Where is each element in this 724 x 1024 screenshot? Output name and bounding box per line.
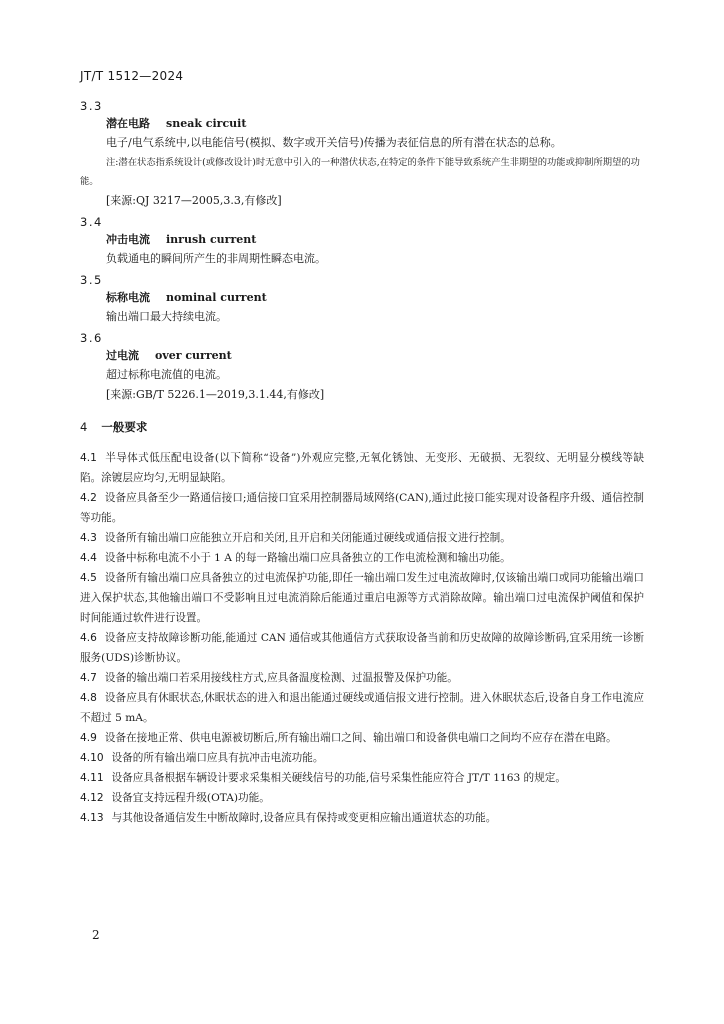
clause-text: 设备宜支持远程升级(OTA)功能。 — [111, 792, 270, 804]
clause — [80, 628, 644, 668]
clause-number: 4.7 — [80, 672, 97, 684]
clause — [80, 808, 644, 828]
term-heading — [80, 230, 644, 249]
term-number: 3.6 — [80, 331, 103, 345]
term-number: 3.4 — [80, 215, 103, 229]
standard-code-header: JT/T 1512—2024 — [80, 69, 184, 83]
term-definition: 电子/电气系统中,以电能信号(模拟、数字或开关信号)传播为表征信息的所有潜在状态的总称。 — [106, 136, 562, 149]
term-definition: 超过标称电流值的电流。 — [106, 368, 227, 381]
clause-text: 设备在接地正常、供电电源被切断后,所有输出端口之间、输出端口和设备供电端口之间均不应存在潜在电路。 — [104, 732, 617, 744]
clause — [80, 548, 644, 568]
clause-number: 4.8 — [80, 692, 97, 704]
clause — [80, 688, 644, 728]
clause — [80, 568, 644, 628]
term-source: [来源:GB/T 5226.1—2019,3.1.44,有修改] — [106, 388, 325, 401]
clause-number: 4.9 — [80, 732, 97, 744]
section-heading — [80, 419, 644, 435]
term-en: nominal current — [166, 291, 267, 304]
term-cn: 标称电流 — [106, 291, 150, 304]
clause-number: 4.10 — [80, 752, 104, 764]
term-heading — [80, 114, 644, 133]
term-cn: 潜在电路 — [106, 117, 150, 130]
term-number: 3.5 — [80, 273, 103, 287]
clause-number: 4.4 — [80, 552, 97, 564]
clause — [80, 448, 644, 488]
clause — [80, 668, 644, 688]
term-cn: 冲击电流 — [106, 233, 150, 246]
section-number: 4 — [80, 420, 88, 434]
clause-number: 4.2 — [80, 492, 97, 504]
clause-number: 4.13 — [80, 812, 104, 824]
clause-text: 与其他设备通信发生中断故障时,设备应具有保持或变更相应输出通道状态的功能。 — [111, 812, 497, 824]
clause — [80, 748, 644, 768]
clause — [80, 488, 644, 528]
clause-text: 设备的所有输出端口应具有抗冲击电流功能。 — [111, 752, 324, 764]
clause-text: 设备应具备至少一路通信接口;通信接口宜采用控制器局域网络(CAN),通过此接口能实现对设备程序升级、通信控制等功能。 — [80, 492, 644, 524]
clause-number: 4.12 — [80, 792, 104, 804]
section-title: 一般要求 — [101, 420, 148, 434]
clause — [80, 728, 644, 748]
term-en: inrush current — [166, 233, 257, 246]
term-en: over current — [155, 349, 232, 362]
clause — [80, 768, 644, 788]
clause-text: 设备的输出端口若采用接线柱方式,应具备温度检测、过温报警及保护功能。 — [104, 672, 458, 684]
term-definition: 负载通电的瞬间所产生的非周期性瞬态电流。 — [106, 252, 326, 265]
term-heading — [80, 288, 644, 307]
term-number: 3.3 — [80, 99, 103, 113]
clause-text: 设备所有输出端口应能独立开启和关闭,且开启和关闭能通过硬线或通信报文进行控制。 — [104, 532, 511, 544]
clause-number: 4.3 — [80, 532, 97, 544]
clause-text: 设备应支持故障诊断功能,能通过 CAN 通信或其他通信方式获取设备当前和历史故障的故障诊断码,宜采用统一诊断服务(UDS)诊断协议。 — [80, 632, 644, 664]
term-note: 注:潜在状态指系统设计(或修改设计)时无意中引入的一种潜伏状态,在特定的条件下能导致系统产生非期望的功能或抑制所期望的功能。 — [80, 157, 640, 187]
clause-text: 半导体式低压配电设备(以下简称“设备”)外观应完整,无氧化锈蚀、无变形、无破损、无裂纹、无明显分模线等缺陷。涂镀层应均匀,无明显缺陷。 — [80, 452, 644, 484]
clause-number: 4.1 — [80, 452, 97, 464]
page-number: 2 — [92, 928, 100, 942]
clause-text: 设备所有输出端口应具备独立的过电流保护功能,即任一输出端口发生过电流故障时,仅该输出端口或同功能输出端口进入保护状态,其他输出端口不受影响且过电流消除后能通过重启电源等方式消除故障。输出端口过电流保护阈值和保护时间能通过软件进行设置。 — [80, 572, 644, 624]
term-source: [来源:QJ 3217—2005,3.3,有修改] — [106, 194, 282, 207]
clause-text: 设备应具备根据车辆设计要求采集相关硬线信号的功能,信号采集性能应符合 JT/T 1163 的规定。 — [111, 772, 566, 784]
clause-text: 设备中标称电流不小于 1 A 的每一路输出端口应具备独立的工作电流检测和输出功能。 — [104, 552, 511, 564]
term-cn: 过电流 — [106, 349, 139, 362]
term-en: sneak circuit — [166, 117, 247, 130]
page-content — [80, 95, 644, 828]
term-definition: 输出端口最大持续电流。 — [106, 310, 227, 323]
term-heading — [80, 346, 644, 365]
clause-number: 4.11 — [80, 772, 104, 784]
clause-number: 4.6 — [80, 632, 97, 644]
clause — [80, 788, 644, 808]
clause-number: 4.5 — [80, 572, 97, 584]
clause — [80, 528, 644, 548]
clause-text: 设备应具有休眠状态,休眠状态的进入和退出能通过硬线或通信报文进行控制。进入休眠状态后,设备自身工作电流应不超过 5 mA。 — [80, 692, 644, 724]
